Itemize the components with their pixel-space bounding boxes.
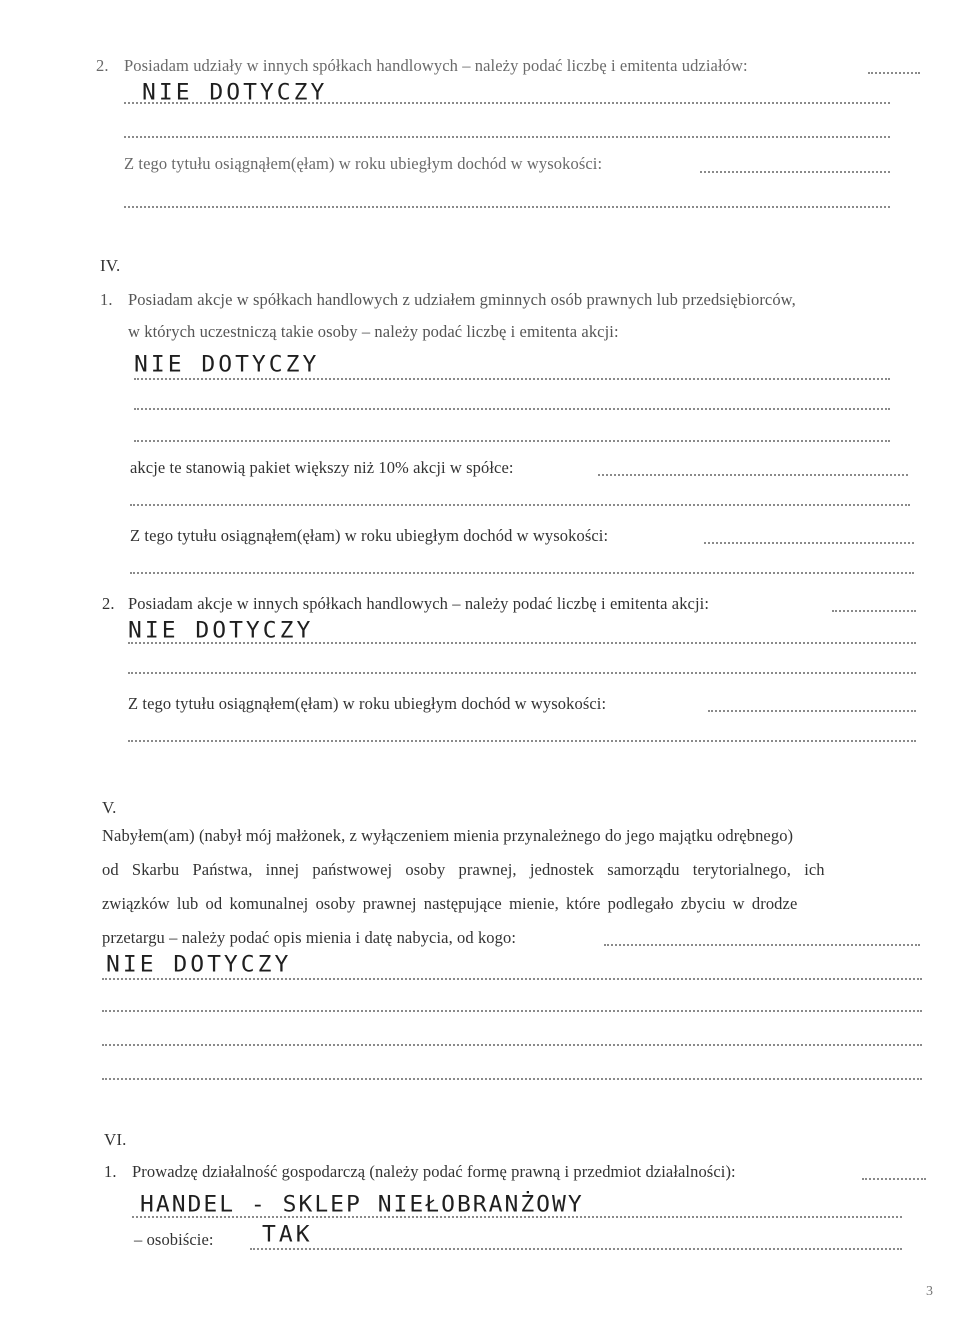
s5-line1: Nabyłem(am) (nabył mój małżonek, z wyłączeniem mienia przynależnego do jego majątku odrębnego) — [102, 826, 794, 845]
dotted-line — [124, 136, 890, 138]
s6-item1-number: 1. — [104, 1162, 117, 1181]
s4-item1-handwritten-answer: NIE DOTYCZY — [134, 352, 320, 378]
dotted-line — [250, 1248, 902, 1250]
section-iv-heading: IV. — [100, 256, 121, 275]
s4-item1-line1: Posiadam akcje w spółkach handlowych z udziałem gminnych osób prawnych lub przedsiębiorców, — [128, 290, 796, 309]
dotted-line — [102, 1044, 922, 1046]
s3-item2-text: Posiadam udziały w innych spółkach handlowych – należy podać liczbę i emitenta udziałów: — [124, 56, 748, 75]
s4-item2-number: 2. — [102, 594, 115, 613]
s4-item1-packet-label: akcje te stanowią pakiet większy niż 10% akcji w spółce: — [130, 458, 514, 477]
section-vi-heading: VI. — [104, 1130, 127, 1149]
s6-personal-handwritten-answer: TAK — [262, 1222, 313, 1248]
s4-item2-handwritten-answer: NIE DOTYCZY — [128, 618, 314, 644]
s4-item2-income-label: Z tego tytułu osiągnąłem(ęłam) w roku ubiegłym dochód w wysokości: — [128, 694, 607, 713]
dotted-line — [130, 572, 914, 574]
dotted-line — [102, 1010, 922, 1012]
dotted-line — [124, 102, 890, 104]
dotted-line — [128, 740, 916, 742]
s5-line3: związków lub od komunalnej osoby prawnej następujące mienie, które podlegało zbyciu w drodze — [102, 894, 798, 913]
s5-line4: przetargu – należy podać opis mienia i datę nabycia, od kogo: — [102, 928, 517, 947]
dotted-line — [700, 171, 890, 173]
s6-item1-text: Prowadzę działalność gospodarczą (należy podać formę prawną i przedmiot działalności): — [132, 1162, 736, 1181]
dotted-line — [862, 1178, 926, 1180]
s4-item2-text: Posiadam akcje w innych spółkach handlowych – należy podać liczbę i emitenta akcji: — [128, 594, 710, 613]
s3-item2-number: 2. — [96, 56, 109, 75]
dotted-line — [102, 1078, 922, 1080]
s4-item1-number: 1. — [100, 290, 113, 309]
dotted-line — [128, 642, 916, 644]
dotted-line — [128, 672, 916, 674]
s6-item1-handwritten-answer: HANDEL - SKLEP NIEŁOBRANŻOWY — [140, 1192, 584, 1218]
dotted-line — [124, 206, 890, 208]
dotted-line — [134, 408, 890, 410]
dotted-line — [132, 1216, 902, 1218]
page-number: 3 — [926, 1284, 933, 1299]
s3-item2-income-label: Z tego tytułu osiągnąłem(ęłam) w roku ubiegłym dochód w wysokości: — [124, 154, 603, 173]
s5-handwritten-answer: NIE DOTYCZY — [106, 952, 292, 978]
dotted-line — [134, 440, 890, 442]
s4-item1-line2: w których uczestniczą takie osoby – należy podać liczbę i emitenta akcji: — [128, 322, 619, 341]
dotted-line — [134, 378, 890, 380]
dotted-line — [708, 710, 916, 712]
dotted-line — [604, 944, 920, 946]
s3-item2-handwritten-answer: NIE DOTYCZY — [142, 80, 328, 106]
dotted-line — [102, 978, 922, 980]
s4-item1-income-label: Z tego tytułu osiągnąłem(ęłam) w roku ubiegłym dochód w wysokości: — [130, 526, 609, 545]
section-v-heading: V. — [102, 798, 117, 817]
dotted-line — [704, 542, 914, 544]
s6-personal-label: – osobiście: — [134, 1230, 214, 1249]
dotted-line — [868, 72, 920, 74]
dotted-line — [832, 610, 916, 612]
dotted-line — [598, 474, 908, 476]
dotted-line — [130, 504, 910, 506]
s5-line2: od Skarbu Państwa, innej państwowej osoby prawnej, jednostek samorządu terytorialnego, ich — [102, 860, 825, 879]
